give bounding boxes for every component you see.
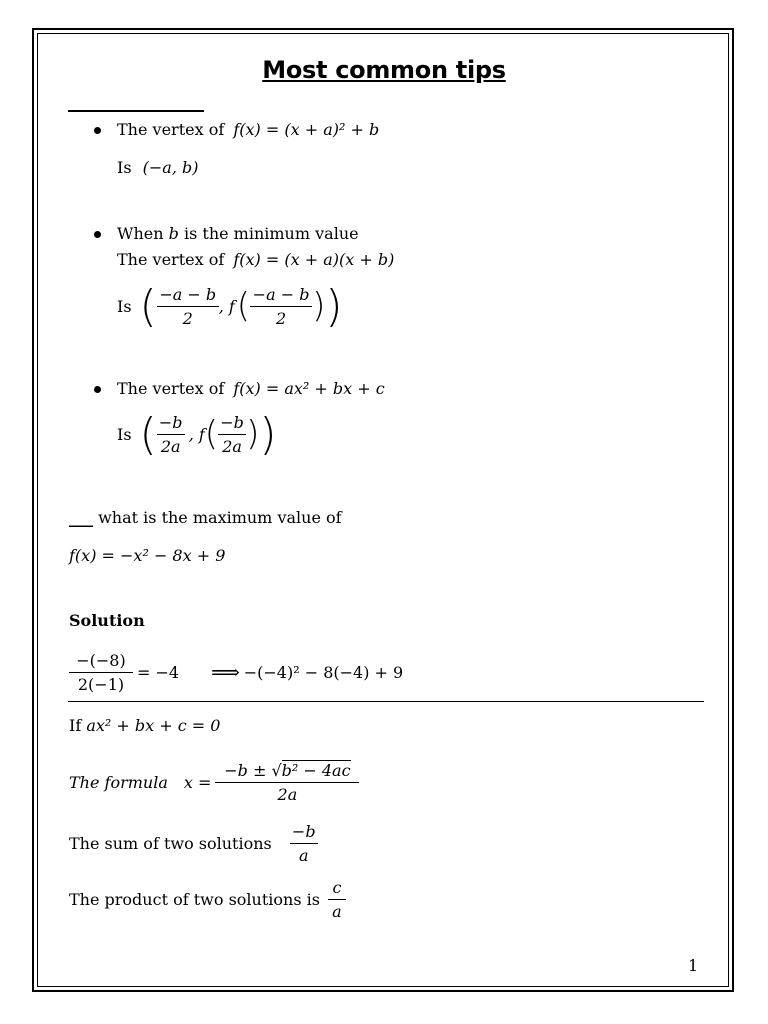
title-divider	[68, 110, 204, 112]
page-title: Most common tips	[262, 56, 506, 84]
tip2-line1-when: When	[117, 224, 164, 243]
sum-text: The sum of two solutions	[69, 833, 272, 853]
open-paren-large: (	[139, 408, 157, 460]
tip1-line2-text: Is	[117, 158, 132, 177]
tip2-fraction-2	[250, 285, 312, 328]
quadratic-formula-fraction	[215, 761, 359, 804]
formula-radicand: b² − 4ac	[281, 760, 351, 780]
product-line	[69, 874, 346, 924]
close-paren-large: )	[259, 408, 277, 460]
tip2-line2-text: The vertex of	[117, 250, 225, 269]
tip2-separator: , f	[218, 296, 235, 316]
answer-blank: ___	[69, 508, 93, 527]
close-paren-large: )	[325, 280, 343, 332]
tip3-line2-text: Is	[117, 424, 132, 444]
tip3-fraction-num: −b	[158, 412, 183, 432]
tip3-fraction-2-num: −b	[220, 412, 244, 432]
bullet-icon	[94, 127, 101, 134]
quadratic-if-line	[69, 716, 220, 735]
product-fraction	[328, 878, 346, 921]
tip3-fraction-2	[218, 413, 246, 456]
close-paren: )	[246, 414, 260, 454]
tip2-line3-text: Is	[117, 296, 132, 316]
question-text: what is the maximum value of	[98, 508, 342, 527]
quadratic-formula-num	[222, 761, 352, 782]
section-divider	[68, 701, 704, 702]
sum-fraction	[290, 822, 318, 865]
formula-num-prefix: −b ±	[224, 760, 267, 780]
tip2-line1	[117, 224, 359, 243]
question-line1	[69, 508, 342, 527]
solution-fraction-den: 2(−1)	[69, 672, 133, 694]
product-fraction-den: a	[328, 899, 346, 921]
quadratic-formula-den: 2a	[215, 782, 359, 804]
product-text: The product of two solutions is	[69, 889, 320, 909]
tip3-fraction-2-den: 2a	[218, 434, 246, 456]
solution-result: = −4	[137, 662, 180, 682]
tip2-line1-var: b	[168, 224, 179, 243]
tip3-line1-math: f(x) = ax² + bx + c	[233, 379, 385, 398]
open-paren-large: (	[139, 280, 157, 332]
tip3-separator: , f	[188, 424, 205, 444]
quadratic-formula-line	[69, 755, 359, 809]
question-function: f(x) = −x² − 8x + 9	[69, 546, 226, 565]
tip2-fraction	[157, 285, 219, 328]
quadratic-if-text: If	[69, 716, 82, 735]
product-fraction-num: c	[332, 877, 342, 897]
formula-lhs: x =	[183, 772, 212, 792]
quadratic-equation: ax² + bx + c = 0	[86, 716, 221, 735]
open-paren: (	[204, 414, 219, 454]
tip3-line1-text: The vertex of	[117, 379, 225, 398]
tip2-line2	[117, 250, 394, 269]
tip3-fraction-den: 2a	[157, 434, 185, 456]
tip2-line1-rest: is the minimum value	[183, 224, 359, 243]
tip2-fraction-2-den: 2	[250, 306, 312, 328]
tip2-fraction-num: −a − b	[159, 284, 217, 304]
tip1-line1	[117, 120, 379, 139]
sum-line	[69, 818, 318, 868]
tip2-line2-math: f(x) = (x + a)(x + b)	[233, 250, 395, 269]
solution-label: Solution	[69, 611, 145, 630]
tip1-line2-math: (−a, b)	[142, 158, 199, 177]
bullet-icon	[94, 231, 101, 238]
sum-fraction-num: −b	[291, 821, 316, 841]
formula-label: The formula	[69, 772, 168, 792]
close-paren: )	[312, 286, 326, 326]
sqrt-icon: √	[271, 760, 282, 780]
tip3-fraction	[157, 413, 185, 456]
page-number: 1	[688, 956, 699, 975]
bullet-icon	[94, 386, 101, 393]
tip2-fraction-2-num: −a − b	[252, 284, 310, 304]
solution-fraction-num: −(−8)	[76, 650, 126, 670]
solution-expression: −(−4)² − 8(−4) + 9	[243, 662, 404, 682]
solution-work	[69, 645, 403, 699]
tip2-fraction-den: 2	[157, 306, 219, 328]
tip3-line1	[117, 379, 385, 398]
implies-arrow-icon: ⟹	[211, 660, 240, 684]
sum-fraction-den: a	[290, 843, 318, 865]
tip1-line2	[117, 158, 198, 177]
tip2-line3	[117, 278, 343, 334]
tip1-line1-text: The vertex of	[117, 120, 225, 139]
solution-fraction	[69, 651, 133, 694]
open-paren: (	[236, 286, 251, 326]
tip3-line2	[117, 406, 277, 462]
tip1-line1-math: f(x) = (x + a)² + b	[233, 120, 380, 139]
